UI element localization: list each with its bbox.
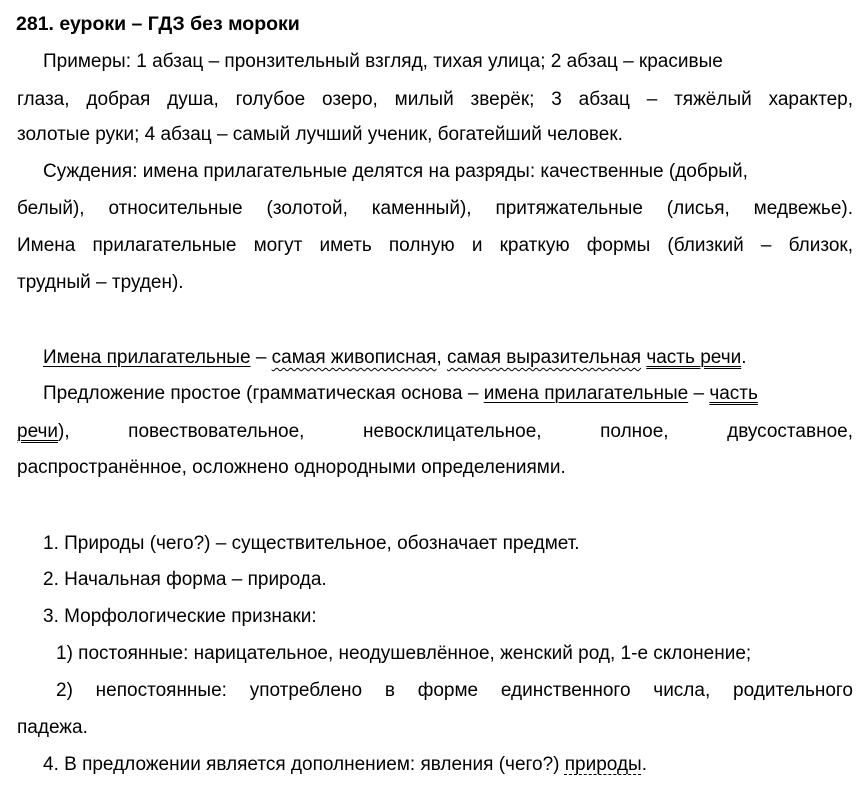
morph-item-3-1: 1) постоянные: нарицательное, неодушевлённое, женский род, 1-е склонение; [56, 643, 752, 664]
analysis-characteristics: ), повествовательное, невосклицательное, полное, двусоставное, [58, 421, 853, 442]
page-title: 281. еуроки – ГДЗ без мороки [16, 13, 300, 35]
parsed-sentence [43, 345, 747, 371]
judgments-line-4: трудный – труден). [17, 272, 184, 293]
analysis-line-3: распространённое, осложнено однородными определениями. [17, 457, 566, 478]
judgments-line-2: белый), относительные (золотой, каменный), притяжательные (лисья, медвежье). [17, 198, 853, 219]
morph-item-3: 3. Морфологические признаки: [43, 606, 317, 627]
sentence-dash: – [250, 347, 272, 368]
sentence-attribute-2: самая выразительная [447, 347, 642, 368]
morph-item-4-text: 4. В предложении является дополнением: явления (чего?) [43, 754, 565, 775]
analysis-line-1 [43, 381, 758, 407]
analysis-dash: – [688, 383, 710, 404]
sentence-predicate: часть речи [646, 347, 742, 368]
morph-item-1: 1. Природы (чего?) – существительное, обозначает предмет. [43, 533, 580, 554]
analysis-predicate-part-2: речи [17, 421, 59, 442]
morph-item-3-2-continued: падежа. [17, 717, 88, 738]
sentence-period: . [741, 347, 747, 368]
morph-item-4-object: природы [564, 754, 642, 775]
morph-item-2: 2. Начальная форма – природа. [43, 569, 327, 590]
morph-item-4-period: . [641, 754, 647, 775]
morph-item-3-2: 2) непостоянные: употреблено в форме единственного числа, родительного [56, 680, 853, 701]
examples-line-3: золотые руки; 4 абзац – самый лучший ученик, богатейший человек. [17, 124, 623, 145]
examples-line-1: Примеры: 1 абзац – пронзительный взгляд, тихая улица; 2 абзац – красивые [43, 51, 723, 72]
sentence-subject: Имена прилагательные [43, 347, 251, 368]
judgments-line-3: Имена прилагательные могут иметь полную и краткую формы (близкий – близок, [17, 235, 853, 256]
morph-item-4 [43, 752, 647, 778]
analysis-line-2 [17, 419, 853, 445]
sentence-comma: , [436, 347, 448, 368]
analysis-predicate-part-1: часть [709, 383, 758, 404]
sentence-attribute-1: самая живописная [271, 347, 437, 368]
analysis-intro: Предложение простое (грамматическая основа – [43, 383, 484, 404]
examples-line-2: глаза, добрая душа, голубое озеро, милый зверёк; 3 абзац – тяжёлый характер, [17, 89, 853, 110]
analysis-subject: имена прилагательные [483, 383, 689, 404]
judgments-line-1: Суждения: имена прилагательные делятся на разряды: качественные (добрый, [43, 161, 748, 182]
